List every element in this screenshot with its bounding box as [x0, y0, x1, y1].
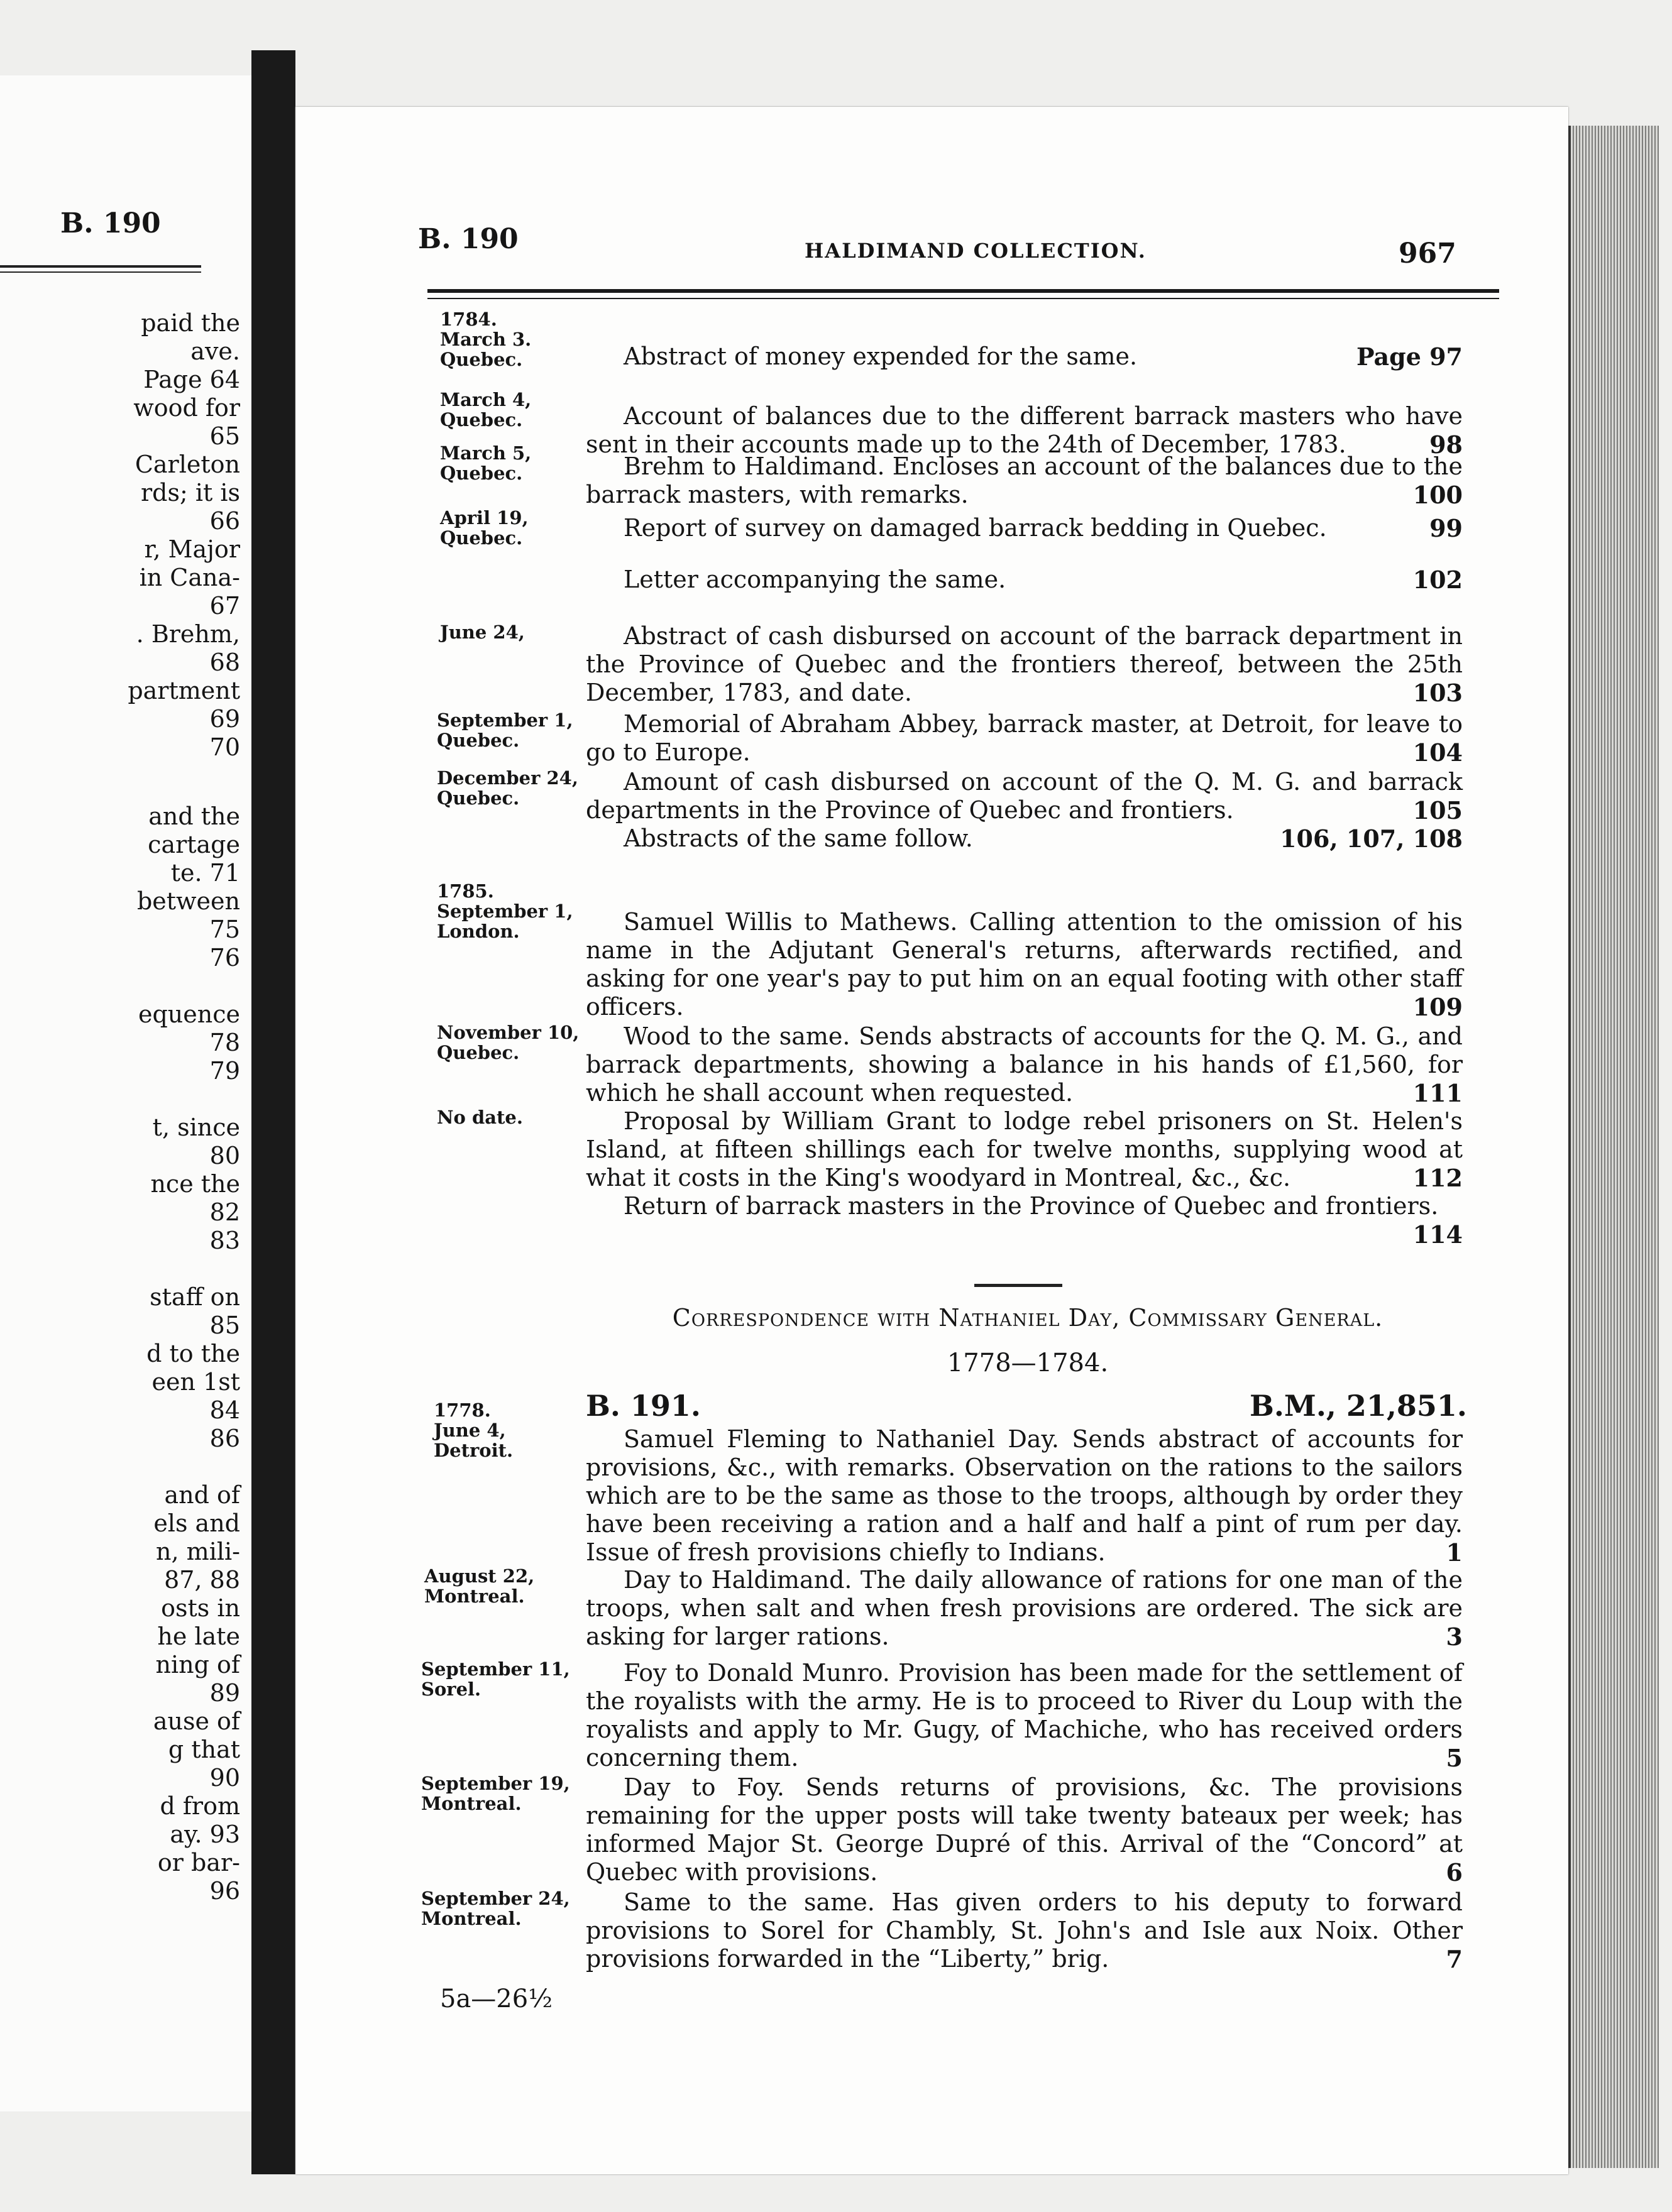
calendar-entry — [586, 1659, 1463, 1772]
calendar-entry — [586, 768, 1463, 824]
entry-page-ref: 106, 107, 108 — [1280, 824, 1463, 853]
left-page-line: cartage — [148, 831, 240, 858]
entry-page-ref: Page 97 — [1356, 342, 1463, 371]
entry-text: Account of balances due to the different barrack masters who have sent in their accounts made up to the 24th of December, 1783. — [586, 402, 1463, 458]
left-page-line: in Cana- — [139, 564, 240, 591]
left-page-line: wood for — [133, 394, 240, 422]
calendar-entry — [586, 342, 1463, 371]
left-page-line: 67 — [209, 592, 240, 620]
left-page-line: n, mili- — [156, 1538, 240, 1565]
left-page-line: 70 — [209, 733, 240, 761]
left-page-line: d from — [160, 1792, 240, 1820]
header-rule-thin — [427, 298, 1499, 299]
page-number: 967 — [1399, 238, 1456, 270]
entry-text: Letter accompanying the same. — [624, 566, 1006, 593]
entry-text: Same to the same. Has given orders to his deputy to forward provisions to Sorel for Chambly, St. John's and Isle aux Noix. Other provisions forwarded in the “Liberty,” brig. — [586, 1888, 1463, 1973]
left-page-line: 79 — [209, 1057, 240, 1085]
left-page-line: 78 — [209, 1029, 240, 1056]
date-place: June 24, — [440, 621, 525, 643]
left-page-line: partment — [128, 677, 240, 704]
header-rule — [427, 289, 1499, 293]
left-page-rule-thin — [0, 271, 201, 273]
entry-text: Report of survey on damaged barrack bedding in Quebec. — [624, 514, 1327, 542]
entry-page-ref: 98 — [1429, 430, 1463, 459]
entry-page-ref: 99 — [1429, 514, 1463, 542]
calendar-entry — [586, 566, 1463, 594]
date-place: December 24, Quebec. — [437, 767, 578, 809]
date-place: March 4, Quebec. — [440, 389, 532, 430]
date-place: 1785. September 1, London. — [437, 880, 573, 942]
calendar-entry — [586, 402, 1463, 459]
entry-page-ref: 6 — [1446, 1858, 1463, 1886]
left-page-line: 65 — [209, 422, 240, 450]
left-page-line: 80 — [209, 1142, 240, 1169]
entry-text: Abstract of cash disbursed on account of the barrack department in the Province of Quebec and the frontiers thereof, between the 25th December, 1783, and date. — [586, 622, 1463, 706]
section-years: 1778—1784. — [947, 1349, 1109, 1377]
entry-text: Day to Haldimand. The daily allowance of rations for one man of the troops, when salt and when fresh provisions are ordered. The sick are asking for larger rations. — [586, 1566, 1463, 1650]
running-head-volume: B. 190 — [418, 223, 519, 255]
left-page-line: and the — [148, 802, 240, 830]
entry-page-ref: 112 — [1412, 1164, 1463, 1192]
date-place: September 1, Quebec. — [437, 709, 573, 751]
date-place: August 22, Montreal. — [424, 1565, 535, 1607]
left-page-line: 83 — [209, 1227, 240, 1254]
date-place: 1784. March 3. Quebec. — [440, 309, 532, 370]
left-page-line: een 1st — [151, 1368, 240, 1396]
left-page-line: ave. — [190, 337, 240, 365]
left-page-line: els and — [153, 1509, 240, 1537]
calendar-entry — [586, 1107, 1463, 1192]
left-page-line: 82 — [209, 1198, 240, 1226]
calendar-entry — [586, 1425, 1463, 1567]
entry-text: Abstracts of the same follow. — [624, 824, 973, 852]
date-place: September 24, Montreal. — [421, 1888, 570, 1929]
left-page-line: rds; it is — [140, 479, 240, 506]
date-place: 1778. June 4, Detroit. — [434, 1399, 514, 1461]
book-gutter — [251, 50, 295, 2174]
entry-text: Brehm to Haldimand. Encloses an account of the balances due to the barrack masters, with remarks. — [586, 452, 1463, 508]
calendar-entry — [586, 514, 1463, 542]
calendar-entry — [586, 710, 1463, 767]
left-page-line: staff on — [150, 1283, 240, 1311]
entry-page-ref: 105 — [1412, 796, 1463, 824]
calendar-entry — [586, 1566, 1463, 1651]
entry-text: Samuel Fleming to Nathaniel Day. Sends abstract of accounts for provisions, &c., with remarks. Observation on the rations to the sailors which are to be the same as those to the troops, although by order they have been receiving a ration and a half and half a pint of rum per day. Issue of fresh provisions chiefly to Indians. — [586, 1425, 1463, 1566]
section-separator — [974, 1284, 1062, 1287]
printer-signature: 5a—26½ — [440, 1985, 553, 2013]
calendar-entry — [586, 1888, 1463, 1973]
running-head-title: HALDIMAND COLLECTION. — [805, 239, 1147, 263]
date-place: March 5, Quebec. — [440, 442, 532, 484]
calendar-entry — [586, 824, 1463, 853]
left-page-line: d to the — [146, 1340, 240, 1367]
left-page-line: 68 — [209, 649, 240, 676]
left-page-line: 90 — [209, 1764, 240, 1792]
left-page-header: B. 190 — [60, 207, 161, 239]
page-edges — [1568, 126, 1659, 2168]
entry-text: Day to Foy. Sends returns of provisions, &c. The provisions remaining for the upper posts will take twenty bateaux per week; has informed Major St. George Dupré of this. Arrival of the “Concord” at Quebec with provisions. — [586, 1773, 1463, 1886]
museum-reference: B.M., 21,851. — [1250, 1389, 1467, 1423]
left-page-line: 86 — [209, 1425, 240, 1452]
left-page-line: 66 — [209, 507, 240, 535]
entry-page-ref: 109 — [1412, 993, 1463, 1021]
left-page-line: paid the — [141, 309, 240, 337]
left-page-line: r, Major — [144, 535, 240, 563]
entry-text: Amount of cash disbursed on account of the Q. M. G. and barrack departments in the Province of Quebec and frontiers. — [586, 768, 1463, 824]
entry-page-ref: 114 — [1412, 1220, 1463, 1249]
left-page-line: ause of — [153, 1707, 240, 1735]
calendar-entry — [586, 908, 1463, 1021]
date-place: September 19, Montreal. — [421, 1773, 570, 1814]
entry-text: Return of barrack masters in the Province of Quebec and frontiers. — [624, 1192, 1439, 1220]
date-place: No date. — [437, 1107, 523, 1128]
left-page-line: 96 — [209, 1877, 240, 1905]
left-page-line: t, since — [152, 1114, 240, 1141]
entry-page-ref: 5 — [1446, 1744, 1463, 1772]
entry-text: Abstract of money expended for the same. — [624, 342, 1138, 370]
left-page-line: 76 — [209, 944, 240, 972]
left-page-line: 75 — [209, 916, 240, 943]
entry-page-ref: 3 — [1446, 1623, 1463, 1651]
left-page-line: g that — [168, 1736, 240, 1763]
entry-page-ref: 111 — [1412, 1079, 1463, 1107]
left-page-line: 84 — [209, 1396, 240, 1424]
volume-number: B. 191. — [586, 1389, 701, 1423]
left-page-line: between — [136, 887, 240, 915]
left-page-line: 85 — [209, 1311, 240, 1339]
left-page-line: nce the — [150, 1170, 240, 1198]
entry-page-ref: 102 — [1412, 566, 1463, 594]
left-page-line: 69 — [209, 705, 240, 733]
entry-text: Memorial of Abraham Abbey, barrack master, at Detroit, for leave to go to Europe. — [586, 710, 1463, 766]
left-page-line: . Brehm, — [136, 620, 240, 648]
date-place: September 11, Sorel. — [421, 1658, 570, 1700]
left-page-line: 89 — [209, 1679, 240, 1707]
entry-page-ref: 7 — [1446, 1945, 1463, 1973]
calendar-entry — [586, 1192, 1463, 1249]
entry-page-ref: 104 — [1412, 738, 1463, 767]
date-place: November 10, Quebec. — [437, 1022, 580, 1063]
left-page-line: 87, 88 — [164, 1566, 240, 1594]
left-page-line: osts in — [161, 1594, 240, 1622]
entry-text: Foy to Donald Munro. Provision has been made for the settlement of the royalists with the army. He is to proceed to River du Loup with the royalists and apply to Mr. Gugy, of Machiche, who has received orders concerning them. — [586, 1659, 1463, 1771]
calendar-entry — [586, 1773, 1463, 1886]
left-page-line: ning of — [155, 1651, 240, 1678]
date-place: April 19, Quebec. — [440, 507, 529, 549]
calendar-entry — [586, 1022, 1463, 1107]
entry-text: Samuel Willis to Mathews. Calling attention to the omission of his name in the Adjutant General's returns, afterwards rectified, and asking for one year's pay to put him on an equal footing with other staff officers. — [586, 908, 1463, 1021]
section-heading: Correspondence with Nathaniel Day, Commissary General. — [672, 1304, 1383, 1332]
left-page-line: or bar- — [157, 1849, 240, 1876]
left-page-line: equence — [138, 1000, 240, 1028]
entry-text: Wood to the same. Sends abstracts of accounts for the Q. M. G., and barrack departments, showing a balance in his hands of £1,560, for which he shall account when requested. — [586, 1022, 1463, 1107]
left-facing-page — [0, 75, 254, 2111]
entry-page-ref: 100 — [1412, 481, 1463, 509]
left-page-line: he late — [157, 1623, 240, 1650]
left-page-line: Carleton — [135, 451, 240, 478]
left-page-line: and of — [164, 1481, 240, 1509]
left-page-line: te. 71 — [170, 859, 240, 887]
entry-page-ref: 103 — [1412, 679, 1463, 707]
left-page-rule — [0, 265, 201, 268]
entry-text: Proposal by William Grant to lodge rebel prisoners on St. Helen's Island, at fifteen shillings each for twelve months, supplying wood at what it costs in the King's woodyard in Montreal, &c., &c. — [586, 1107, 1463, 1191]
left-page-line: Page 64 — [143, 366, 240, 393]
entry-page-ref: 1 — [1446, 1538, 1463, 1567]
calendar-entry — [586, 452, 1463, 509]
calendar-entry — [586, 622, 1463, 707]
left-page-line: ay. 93 — [170, 1821, 240, 1848]
